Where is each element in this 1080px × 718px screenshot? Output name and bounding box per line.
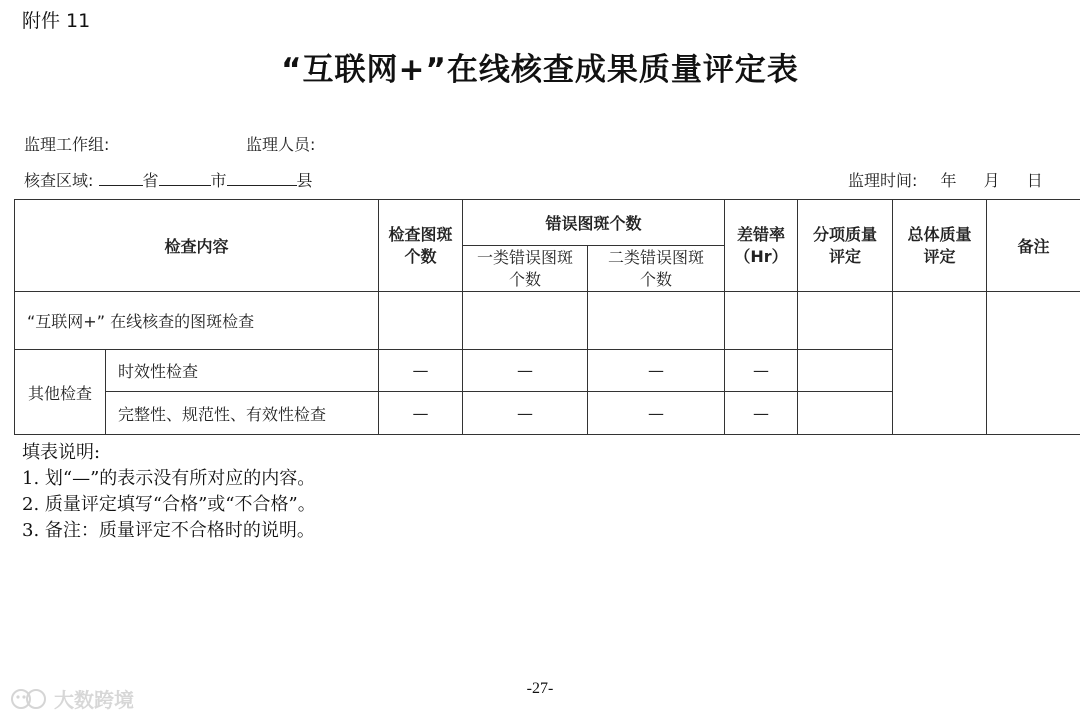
cell-online-rate[interactable] <box>725 292 798 350</box>
attachment-label: 附件 11 <box>22 10 91 32</box>
area-label: 核查区域: <box>24 171 94 190</box>
time-label: 监理时间: <box>848 171 918 190</box>
county-blank[interactable] <box>227 171 297 186</box>
error-rate-label: 差错率 <box>737 224 786 244</box>
cell-dash: — <box>725 350 798 392</box>
row-online-check-label: “互联网+” 在线核查的图斑检查 <box>15 292 379 350</box>
note-item: 3. 备注：质量评定不合格时的说明。 <box>22 520 315 541</box>
cell-dash: — <box>588 392 725 435</box>
watermark-logo-icon <box>10 687 48 711</box>
cell-dash: — <box>588 350 725 392</box>
header-class1: 一类错误图斑个数 <box>463 246 588 292</box>
county-label: 县 <box>296 171 313 190</box>
cell-dash: — <box>725 392 798 435</box>
note-item: 2. 质量评定填写“合格”或“不合格”。 <box>22 494 316 515</box>
cell-online-item-quality[interactable] <box>798 292 893 350</box>
cell-dash: — <box>463 350 588 392</box>
header-patch-count: 检查图斑个数 <box>379 200 463 292</box>
cell-integrity-item-quality[interactable] <box>798 392 893 435</box>
cell-online-class1[interactable] <box>463 292 588 350</box>
row-other-checks-label: 其他检查 <box>15 350 106 435</box>
cell-dash: — <box>379 350 463 392</box>
month-label: 月 <box>983 171 1000 190</box>
cell-overall-quality[interactable] <box>893 292 987 435</box>
watermark <box>10 684 134 713</box>
header-remarks: 备注 <box>987 200 1080 292</box>
note-item: 1. 划“—”的表示没有所对应的内容。 <box>22 468 316 489</box>
notes-section <box>22 440 316 544</box>
watermark-text: 大数跨境 <box>54 688 134 712</box>
cell-timeliness-item-quality[interactable] <box>798 350 893 392</box>
city-label: 市 <box>210 171 227 190</box>
header-error-count: 错误图斑个数 <box>463 200 725 246</box>
notes-title: 填表说明: <box>22 442 101 463</box>
quality-table <box>14 199 1080 435</box>
header-class2: 二类错误图斑个数 <box>588 246 725 292</box>
work-group-label: 监理工作组: <box>24 135 110 154</box>
time-row <box>848 168 1043 191</box>
cell-dash: — <box>463 392 588 435</box>
header-content: 检查内容 <box>15 200 379 292</box>
error-rate-unit: （Hr） <box>734 246 788 266</box>
year-label: 年 <box>940 171 957 190</box>
header-error-rate <box>725 200 798 292</box>
page-number: -27- <box>526 680 554 697</box>
cell-online-patch[interactable] <box>379 292 463 350</box>
cell-remarks[interactable] <box>987 292 1080 435</box>
row-timeliness-label: 时效性检查 <box>106 350 379 392</box>
page-title: “互联网+”在线核查成果质量评定表 <box>281 52 799 88</box>
row-integrity-label: 完整性、规范性、有效性检查 <box>106 392 379 435</box>
area-row <box>24 168 313 191</box>
header-overall-quality: 总体质量评定 <box>893 200 987 292</box>
province-label: 省 <box>142 171 159 190</box>
day-label: 日 <box>1026 171 1043 190</box>
cell-online-class2[interactable] <box>588 292 725 350</box>
province-blank[interactable] <box>99 171 143 186</box>
city-blank[interactable] <box>159 171 211 186</box>
header-item-quality: 分项质量评定 <box>798 200 893 292</box>
personnel-label: 监理人员: <box>246 135 316 154</box>
cell-dash: — <box>379 392 463 435</box>
